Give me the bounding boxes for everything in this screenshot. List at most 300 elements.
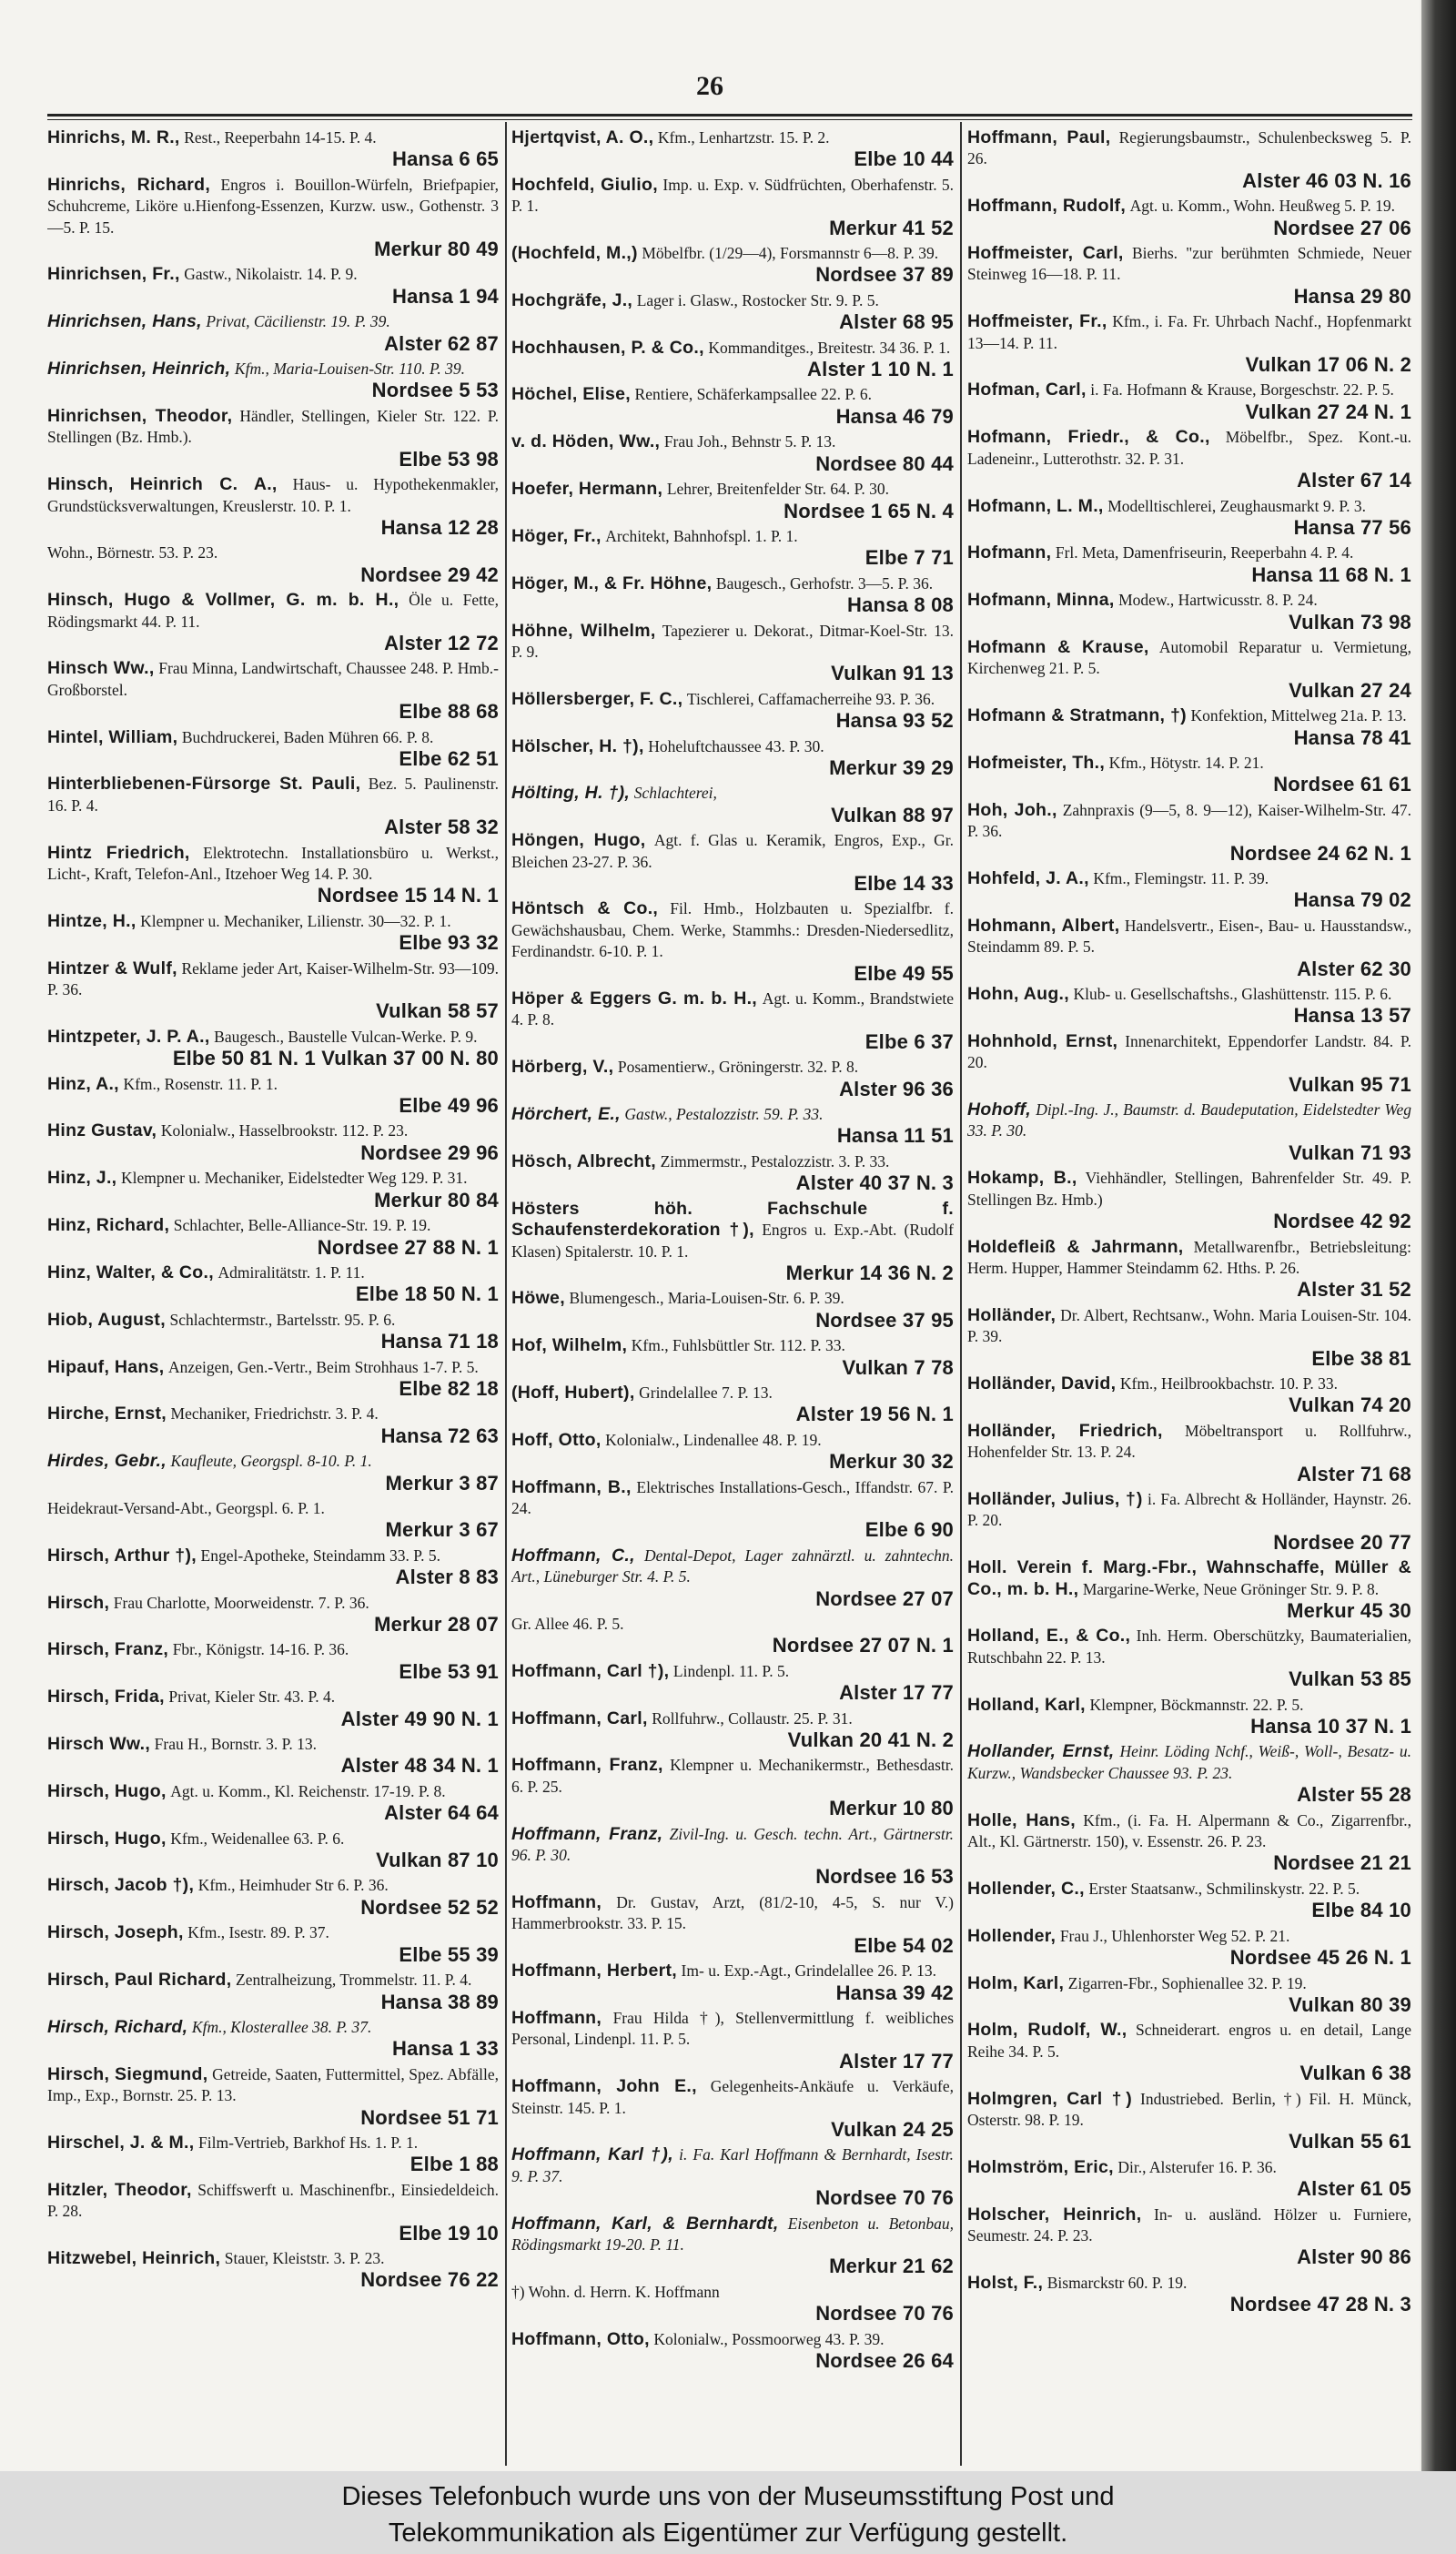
entry-detail: Rentiere, Schäferkampsallee 22. P. 6.: [634, 385, 873, 404]
phone-line: [511, 1519, 954, 1542]
entry-detail: Lehrer, Breitenfelder Str. 64. P. 30.: [666, 480, 890, 499]
entry-name: Höchel, Elise,: [511, 384, 631, 405]
footer-line-2: Telekommunikation als Eigentümer zur Verfügung gestellt.: [388, 2519, 1068, 2548]
entry-text: [47, 1781, 499, 1802]
entry-detail: Frl. Meta, Damenfriseurin, Reeperbahn 4. P. 4.: [1055, 543, 1354, 562]
phone-line: [511, 1935, 954, 1958]
phone-number: Nordsee 27 07 N. 1: [772, 1634, 954, 1657]
entry-name: Holle, Hans,: [967, 1809, 1076, 1830]
directory-entry: [47, 843, 499, 908]
entry-text: [967, 427, 1411, 470]
entry-detail: Gastw., Pestalozzistr. 59. P. 33.: [624, 1105, 824, 1124]
directory-entry: [511, 2144, 954, 2210]
directory-entry: [511, 2008, 954, 2073]
directory-entry: [511, 1892, 954, 1958]
phone-number: Hansa 12 28: [380, 515, 499, 539]
phone-line: [967, 1005, 1411, 1028]
entry-name: Hofmann, L. M.,: [967, 495, 1104, 516]
phone-line: [511, 1635, 954, 1657]
entry-name: Hoffmann, Carl †),: [511, 1660, 670, 1681]
phone-line: [47, 2154, 499, 2176]
phone-number: Vulkan 91 13: [831, 662, 954, 685]
entry-name: Holl. Verein f. Marg.-Fbr., Wahnschaffe, Müller & Co., m. b. H.,: [967, 1557, 1411, 1599]
phone-line: [511, 453, 954, 476]
entry-detail: i. Fa. Albrecht & Holländer, Haynstr. 26. P. 20.: [967, 1489, 1411, 1530]
phone-line: [967, 401, 1411, 424]
entry-detail: Lager i. Glasw., Rostocker Str. 9. P. 5.: [636, 290, 879, 309]
entry-name: Hofmann & Stratmann, †): [967, 705, 1187, 726]
phone-line: [511, 1451, 954, 1474]
phone-number: Vulkan 17 06 N. 2: [1245, 353, 1411, 377]
entry-detail: Schiffswerft u. Maschinenfbr., Einsiedeldeich. P. 28.: [47, 2180, 499, 2221]
directory-entry: [47, 1168, 499, 1212]
phone-number: Nordsee 15 14 N. 1: [317, 884, 499, 907]
entry-detail: Blumengesch., Maria-Louisen-Str. 6. P. 39.: [569, 1289, 844, 1308]
entry-name: v. d. Höden, Ww.,: [511, 431, 661, 452]
phone-number: Merkur 3 87: [385, 1471, 499, 1495]
entry-text: [967, 2089, 1411, 2132]
phone-line: [47, 1897, 499, 1920]
entry-text: [511, 1104, 954, 1125]
phone-line: [511, 1866, 954, 1889]
phone-number: Merkur 41 52: [829, 216, 954, 239]
entry-text: [967, 1695, 1411, 1716]
entry-text: [47, 1404, 499, 1424]
directory-entry: [511, 1961, 954, 2005]
phone-line: [47, 333, 499, 356]
entry-name: Hoff, Otto,: [511, 1429, 602, 1450]
entry-detail: Viehhändler, Stellingen, Bahrenfelder Str. 49. P. Stellingen Bz. Hmb.): [967, 1169, 1411, 1209]
page-number: 26: [696, 71, 723, 101]
phone-number: Alster 8 83: [395, 1566, 499, 1589]
entry-detail: In- u. ausländ. Hölzer u. Furniere, Seumestr. 24. P. 23.: [967, 2204, 1411, 2245]
entry-detail: Kfm., (i. Fa. H. Alpermann & Co., Zigarrenfbr., Alt., Kl. Gärtnerstr. 150), v. Essenstr. 26. P. 23.: [967, 1810, 1411, 1851]
phone-line: [47, 1190, 499, 1212]
entry-detail: Klempner u. Mechaniker, Lilienstr. 30—32. P. 1.: [140, 911, 451, 930]
phone-line: [47, 380, 499, 402]
phone-line: [47, 1944, 499, 1967]
phone-number: Vulkan 87 10: [376, 1849, 499, 1872]
entry-detail: Rest., Reeperbahn 14-15. P. 4.: [184, 128, 377, 147]
phone-line: [47, 1095, 499, 1118]
directory-entry: [967, 196, 1411, 240]
entry-text: [967, 380, 1411, 400]
entry-name: Höger, Fr.,: [511, 525, 602, 546]
phone-number: Alster 19 56 N. 1: [795, 1403, 954, 1426]
entry-detail: Bierhs. "zur berühmten Schmiede, Neuer Steinweg 16—18. P. 11.: [967, 244, 1411, 284]
directory-entry: [47, 406, 499, 471]
entry-detail: Agt. u. Komm., Wohn. Heußweg 5. P. 19.: [1129, 197, 1396, 216]
phone-line: [511, 594, 954, 617]
entry-name: Hoffmann, Paul,: [967, 127, 1111, 147]
directory-entry: [511, 573, 954, 618]
directory-entry: [967, 542, 1411, 587]
phone-number: Alster 64 64: [384, 1801, 499, 1825]
entry-name: Höger, M., & Fr. Höhne,: [511, 573, 713, 593]
phone-line: [511, 1125, 954, 1148]
phone-number: Alster 17 77: [839, 1681, 954, 1705]
column-divider: [960, 122, 962, 2466]
directory-entry: [47, 175, 499, 262]
entry-text: [511, 2144, 954, 2187]
phone-number: Vulkan 88 97: [831, 803, 954, 826]
entry-name: Hintz Friedrich,: [47, 842, 190, 863]
entry-detail: Margarine-Werke, Neue Gröninger Str. 9. P. 8.: [1082, 1579, 1380, 1598]
directory-entry: [511, 1383, 954, 1427]
directory-entry: [967, 427, 1411, 492]
entry-name: Hochfeld, Giulio,: [511, 174, 658, 195]
phone-line: [967, 1142, 1411, 1165]
entry-name: Holmström, Eric,: [967, 2156, 1114, 2177]
directory-entry: [511, 1755, 954, 1820]
directory-entry: [511, 988, 954, 1054]
directory-entry: [511, 479, 954, 523]
directory-entry: [47, 474, 499, 540]
phone-line: [47, 1614, 499, 1637]
entry-name: Hofmann & Krause,: [967, 636, 1149, 657]
entry-name: Hirsch, Franz,: [47, 1639, 169, 1660]
entry-text: [511, 526, 954, 547]
entry-text: [511, 2329, 954, 2350]
entry-text: [511, 988, 954, 1031]
entry-text: [511, 830, 954, 873]
directory-entry: [511, 127, 954, 172]
entry-detail: Kfm., Rosenstr. 11. P. 1.: [123, 1074, 278, 1093]
entry-text: [47, 911, 499, 932]
entry-name: Hirsch, Hugo,: [47, 1828, 167, 1849]
phone-number: Vulkan 80 39: [1289, 1992, 1411, 2016]
entry-detail: Fil. Hmb., Holzbauten u. Spezialfbr. f. Gewächshausbau, Chem. Werke, Stammhs.: Dresden-Niedersedlitz, Ferdinandstr. 6-10. P. 1.: [511, 899, 954, 961]
entry-text: [47, 1639, 499, 1660]
phone-line: [511, 1798, 954, 1820]
entry-name: Hofmeister, Th.,: [967, 752, 1106, 773]
phone-line: [967, 1211, 1411, 1233]
phone-line: [967, 517, 1411, 540]
entry-name: Hinz, J.,: [47, 1168, 117, 1189]
entry-text: [511, 431, 954, 452]
directory-entry: [47, 1593, 499, 1637]
entry-detail: Anzeigen, Gen.-Vertr., Beim Strohhaus 1-7. P. 5.: [168, 1357, 479, 1376]
entry-name: Hochhausen, P. & Co.,: [511, 337, 704, 358]
entry-detail: Frau H., Bornstr. 3. P. 13.: [154, 1735, 318, 1754]
entry-text: [967, 868, 1411, 889]
entry-text: [967, 127, 1411, 170]
entry-text: [47, 1734, 499, 1755]
entry-name: Hohoff,: [967, 1100, 1031, 1120]
directory-entry: [967, 1237, 1411, 1302]
directory-entry: [967, 1373, 1411, 1418]
entry-detail: Hoheluftchaussee 43. P. 30.: [648, 736, 824, 755]
phone-number: Hansa 46 79: [835, 404, 954, 428]
phone-line: [967, 1784, 1411, 1807]
phone-line: [47, 238, 499, 261]
directory-entry: [511, 1104, 954, 1149]
entry-name: Hinrichsen, Hans,: [47, 311, 202, 332]
phone-number: Vulkan 53 85: [1289, 1667, 1411, 1691]
phone-number: Alster 1 10 N. 1: [807, 358, 954, 381]
entry-detail: Möbeltransport u. Rollfuhrw., Hohenfelder Str. 13. P. 24.: [967, 1421, 1411, 1462]
phone-number: Nordsee 27 07: [815, 1586, 954, 1610]
phone-line: [511, 873, 954, 896]
phone-line: [511, 1079, 954, 1101]
entry-detail: Frau Joh., Behnstr 5. P. 13.: [663, 432, 836, 451]
entry-text: [511, 1546, 954, 1588]
phone-number: Hansa 71 18: [380, 1330, 499, 1353]
phone-number: Merkur 39 29: [829, 755, 954, 779]
entry-text: [967, 1237, 1411, 1280]
entry-text: [511, 783, 954, 804]
entry-text: [511, 1430, 954, 1451]
directory-entry: [967, 127, 1411, 193]
phone-number: Alster 46 03 N. 16: [1242, 168, 1411, 192]
directory-entry: [967, 2273, 1411, 2317]
entry-detail: Klub- u. Gesellschaftshs., Glashüttenstr. 115. P. 6.: [1073, 985, 1392, 1004]
entry-text: [967, 1926, 1411, 1947]
entry-name: Hösch, Albrecht,: [511, 1150, 657, 1171]
phone-line: [511, 710, 954, 733]
directory-entry: [47, 1781, 499, 1826]
entry-detail: Frau Charlotte, Moorweidenstr. 7. P. 36.: [113, 1593, 369, 1612]
entry-text: [47, 264, 499, 285]
entry-detail: Engel-Apotheke, Steindamm 33. P. 5.: [200, 1546, 440, 1565]
entry-name: Hintze, H.,: [47, 910, 136, 931]
directory-entry: [511, 783, 954, 827]
phone-number: Alster 68 95: [839, 310, 954, 334]
phone-line: [47, 517, 499, 540]
phone-number: Merkur 21 62: [829, 2255, 954, 2278]
entry-detail: †) Wohn. d. Herrn. K. Hoffmann: [511, 2282, 720, 2301]
phone-number: Hansa 29 80: [1293, 284, 1411, 308]
phone-number: Vulkan 55 61: [1289, 2130, 1411, 2154]
directory-entry: [967, 1168, 1411, 1233]
directory-entry: [47, 2180, 499, 2245]
phone-number: Hansa 10 37 N. 1: [1250, 1715, 1411, 1738]
phone-line: [967, 2294, 1411, 2316]
directory-entry: [967, 311, 1411, 377]
directory-entry: [511, 898, 954, 986]
entry-detail: Getreide, Saaten, Futtermittel, Spez. Abfälle, Imp., Exp., Bornstr. 25. P. 13.: [47, 2064, 499, 2105]
entry-name: Hollender,: [967, 1925, 1057, 1946]
directory-entry: [511, 1288, 954, 1333]
entry-text: [47, 590, 499, 633]
phone-number: Alster 48 34 N. 1: [340, 1754, 499, 1778]
directory-entry: [511, 243, 954, 288]
entry-text: [511, 1383, 954, 1404]
phone-line: [47, 2038, 499, 2061]
phone-line: [967, 1947, 1411, 1970]
directory-entry: [47, 1875, 499, 1920]
footer-line-1: Dieses Telefonbuch wurde uns von der Museumsstiftung Post und: [341, 2482, 1115, 2511]
entry-detail: Frau Minna, Landwirtschaft, Chaussee 248. P. Hmb.-Großborstel.: [47, 659, 499, 699]
phone-line: [47, 449, 499, 471]
entry-detail: Mechaniker, Friedrichstr. 3. P. 4.: [170, 1404, 379, 1424]
entry-text: [511, 2282, 954, 2303]
phone-line: [47, 748, 499, 771]
phone-line: [511, 1031, 954, 1054]
entry-detail: Gastw., Nikolaistr. 14. P. 9.: [184, 265, 358, 284]
directory-entry: [511, 1708, 954, 1753]
entry-name: Hinrichs, Richard,: [47, 174, 211, 195]
entry-name: Höngen, Hugo,: [511, 830, 646, 851]
directory-entry: [967, 1489, 1411, 1555]
entry-name: Hinsch, Hugo & Vollmer, G. m. b. H.,: [47, 590, 399, 611]
entry-detail: Agt. u. Komm., Brandstwiete 4. P. 8.: [511, 989, 954, 1029]
entry-name: Holdefleiß & Jahrmann,: [967, 1236, 1184, 1257]
phone-line: [967, 2246, 1411, 2269]
directory-entry: [511, 1151, 954, 1196]
entry-text: [511, 1755, 954, 1798]
entry-detail: Kolonialw., Possmoorweg 43. P. 39.: [653, 2329, 885, 2348]
entry-text: [47, 2180, 499, 2223]
phone-number: Nordsee 27 88 N. 1: [317, 1235, 499, 1259]
directory-entry: [511, 1661, 954, 1706]
directory-entry: [47, 590, 499, 655]
phone-number: Hansa 11 51: [836, 1124, 954, 1148]
entry-detail: Lindenpl. 11. P. 5.: [672, 1661, 790, 1680]
phone-line: [511, 1262, 954, 1285]
entry-detail: Kolonialw., Hasselbrookstr. 112. P. 23.: [160, 1121, 409, 1140]
phone-number: Nordsee 37 95: [815, 1308, 954, 1332]
entry-detail: Industriebed. Berlin, †) Fil. H. Münck, Osterstr. 98. P. 19.: [967, 2089, 1411, 2129]
directory-entry: [967, 1810, 1411, 1876]
entry-name: Hirsch, Siegmund,: [47, 2063, 208, 2084]
entry-detail: Dir., Alsterufer 16. P. 36.: [1117, 2157, 1277, 2176]
directory-entry: [47, 264, 499, 309]
phone-line: [47, 1992, 499, 2014]
entry-text: [47, 1074, 499, 1095]
entry-text: [967, 1373, 1411, 1394]
phone-number: Alster 40 37 N. 3: [795, 1171, 954, 1195]
directory-entry: [47, 1074, 499, 1119]
directory-entry: [47, 311, 499, 356]
entry-text: [47, 1215, 499, 1236]
directory-entry: [511, 1199, 954, 1286]
entry-text: [47, 958, 499, 1001]
entry-detail: Zigarren-Fbr., Sophienallee 32. P. 19.: [1067, 1973, 1307, 1992]
directory-entry: [47, 359, 499, 403]
phone-number: Hansa 38 89: [380, 1990, 499, 2013]
directory-entry: [47, 1120, 499, 1165]
entry-detail: Elektrotechn. Installationsbüro u. Werkst., Licht-, Kraft, Telefon-Anl., Itzehoer Weg 14. P. 30.: [47, 843, 499, 883]
entry-name: Hirsch, Jacob †),: [47, 1875, 195, 1896]
directory-entry: [47, 658, 499, 724]
entry-detail: Gr. Allee 46. P. 5.: [511, 1615, 624, 1633]
directory-entry: [967, 2020, 1411, 2085]
entry-text: [511, 243, 954, 264]
phone-line: [47, 1048, 499, 1070]
directory-entry: [47, 727, 499, 772]
directory-entry: [967, 1879, 1411, 1923]
entry-text: [511, 1824, 954, 1867]
entry-detail: Frau J., Uhlenhorster Weg 52. P. 21.: [1059, 1926, 1290, 1945]
directory-entry: [511, 830, 954, 896]
entry-name: Hinz, Walter, & Co.,: [47, 1262, 214, 1282]
phone-number: Elbe 6 37: [864, 1029, 954, 1053]
phone-number: Vulkan 74 20: [1289, 1394, 1411, 1417]
entry-name: Holm, Karl,: [967, 1972, 1065, 1993]
entry-detail: Erster Staatsanw., Schmilinskystr. 22. P. 5.: [1088, 1879, 1360, 1898]
phone-line: [967, 680, 1411, 703]
directory-entry: [47, 2017, 499, 2062]
phone-number: Nordsee 20 77: [1273, 1530, 1411, 1554]
entry-text: [47, 359, 499, 380]
entry-name: Holst, F.,: [967, 2272, 1044, 2293]
directory-column-1: [47, 127, 499, 2467]
phone-number: Vulkan 24 25: [831, 2117, 954, 2141]
directory-entry: [47, 1734, 499, 1779]
phone-line: [967, 1668, 1411, 1691]
phone-number: Merkur 45 30: [1287, 1599, 1411, 1622]
entry-text: [967, 196, 1411, 217]
directory-entry: [967, 800, 1411, 866]
directory-entry: [511, 1824, 954, 1890]
entry-name: Hirche, Ernst,: [47, 1404, 167, 1424]
directory-entry: [967, 984, 1411, 1029]
entry-detail: Handelsvertr., Eisen-, Bau- u. Hausstandsw., Steindamm 89. P. 5.: [967, 916, 1411, 957]
directory-entry: [967, 868, 1411, 913]
directory-entry: [967, 1695, 1411, 1739]
entry-detail: Kfm., Isestr. 89. P. 37.: [187, 1923, 329, 1942]
entry-detail: Kommanditges., Breitestr. 34 36. P. 1.: [708, 338, 951, 357]
phone-line: [511, 1982, 954, 2005]
entry-text: [511, 384, 954, 405]
phone-line: [967, 1852, 1411, 1875]
entry-detail: Inh. Herm. Oberschützky, Baumaterialien, Rutschbahn 22. P. 13.: [967, 1627, 1411, 1667]
entry-name: Hinz, Richard,: [47, 1215, 170, 1236]
entry-name: Hölting, H. †),: [511, 783, 631, 804]
entry-text: [47, 774, 499, 816]
phone-line: [47, 1331, 499, 1353]
phone-line: [511, 1588, 954, 1611]
entry-name: Holland, Karl,: [967, 1694, 1086, 1715]
entry-name: Hoffmann, Otto,: [511, 2328, 650, 2349]
phone-number: Hansa 78 41: [1293, 725, 1411, 749]
phone-line: [47, 1000, 499, 1023]
entry-name: Holländer, Julius, †): [967, 1488, 1143, 1509]
phone-line: [47, 1283, 499, 1306]
entry-detail: Kolonialw., Lindenallee 48. P. 19.: [605, 1430, 822, 1449]
entry-text: [47, 311, 499, 332]
entry-detail: Gelegenheits-Ankäufe u. Verkäufe, Steinstr. 145. P. 1.: [511, 2077, 954, 2117]
entry-name: Hohn, Aug.,: [967, 984, 1069, 1005]
phone-number: Alster 17 77: [839, 2049, 954, 2073]
phone-number: Vulkan 27 24 N. 1: [1245, 400, 1411, 423]
entry-text: [47, 1593, 499, 1614]
entry-name: Hoffmann, Herbert,: [511, 1961, 677, 1981]
directory-entry: [47, 1215, 499, 1260]
entry-name: Hoffmann, Karl, & Bernhardt,: [511, 2213, 779, 2234]
entry-detail: Heinr. Löding Nchf., Weiß-, Woll-, Besatz- u. Kurzw., Wandsbecker Chaussee 93. P. 23.: [967, 1742, 1411, 1782]
phone-number: Alster 96 36: [839, 1077, 954, 1100]
directory-entry: [511, 2076, 954, 2142]
entry-detail: Posamentierw., Gröningerstr. 32. P. 8.: [617, 1058, 859, 1077]
phone-number: Merkur 80 49: [374, 238, 499, 261]
entry-name: Hirsch,: [47, 1592, 110, 1613]
entry-detail: Konfektion, Mittelweg 21a. P. 13.: [1190, 706, 1407, 725]
phone-line: [511, 963, 954, 986]
directory-entry: [967, 590, 1411, 634]
phone-number: Alster 67 14: [1297, 469, 1411, 492]
entry-detail: Metallwarenfbr., Betriebsleitung: Herm. Hupper, Hammer Steindamm 62. Hths. P. 26.: [967, 1237, 1411, 1277]
phone-line: [511, 2303, 954, 2326]
phone-line: [967, 774, 1411, 796]
entry-name: Hohmann, Albert,: [967, 915, 1120, 936]
entry-detail: Admiralitätstr. 1. P. 11.: [217, 1262, 365, 1282]
phone-line: [967, 354, 1411, 377]
directory-entry: [967, 1421, 1411, 1486]
phone-line: [967, 470, 1411, 492]
directory-entry: [511, 1335, 954, 1380]
